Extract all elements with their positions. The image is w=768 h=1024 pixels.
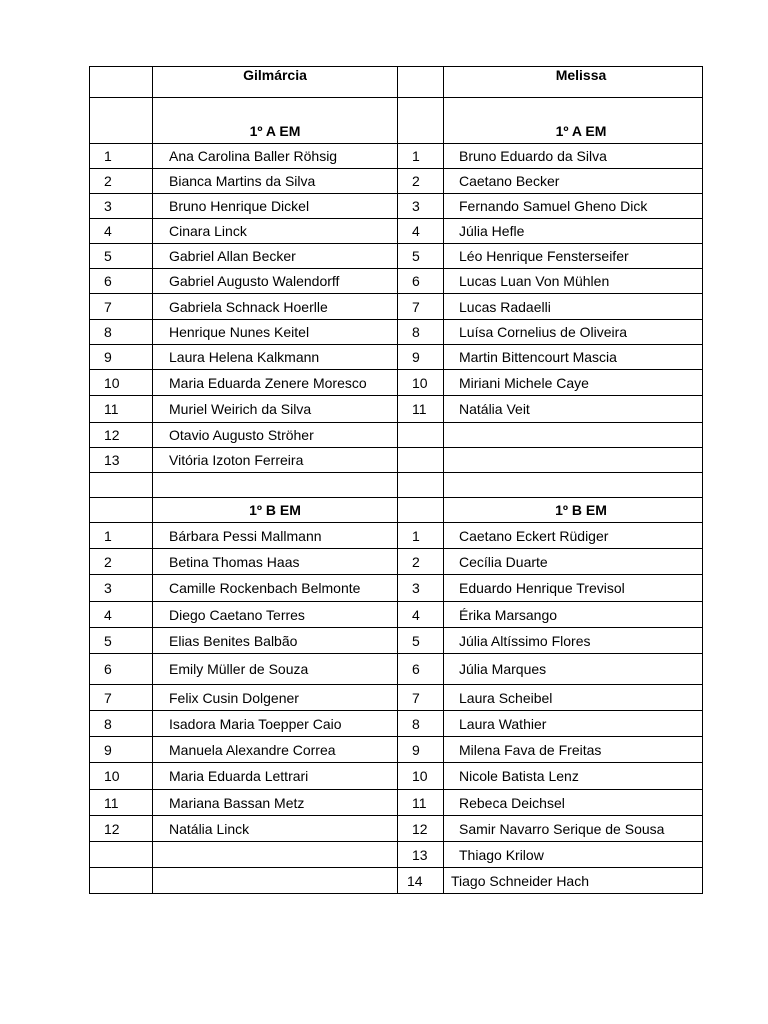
student-name: Rebeca Deichsel — [444, 790, 703, 816]
blank-cell — [90, 842, 153, 868]
table-row — [90, 194, 703, 219]
student-number: 3 — [90, 575, 153, 602]
blank-cell — [398, 67, 444, 98]
student-name: Gabriel Augusto Walendorff — [153, 269, 398, 294]
student-number: 12 — [90, 423, 153, 448]
student-name: Henrique Nunes Keitel — [153, 320, 398, 345]
student-number: 8 — [90, 320, 153, 345]
student-name: Érika Marsango — [444, 602, 703, 628]
table-row — [90, 448, 703, 473]
student-name: Vitória Izoton Ferreira — [153, 448, 398, 473]
class-a-header-row — [90, 98, 703, 144]
blank-cell — [398, 448, 444, 473]
table-row — [90, 763, 703, 790]
table-row — [90, 396, 703, 423]
table-row — [90, 345, 703, 370]
student-number: 9 — [90, 737, 153, 763]
teacher-header-row — [90, 67, 703, 98]
table-row — [90, 370, 703, 396]
student-name: Júlia Hefle — [444, 219, 703, 244]
student-number: 13 — [90, 448, 153, 473]
blank-cell — [398, 498, 444, 523]
blank-cell — [90, 868, 153, 894]
student-name: Muriel Weirich da Silva — [153, 396, 398, 423]
table-row — [90, 628, 703, 654]
blank-cell — [153, 842, 398, 868]
student-number: 2 — [398, 169, 444, 194]
student-number: 6 — [398, 654, 444, 685]
teacher-right-name: Melissa — [444, 67, 703, 98]
blank-cell — [398, 423, 444, 448]
student-name: Tiago Schneider Hach — [444, 868, 703, 894]
student-name: Felix Cusin Dolgener — [153, 685, 398, 711]
table-row — [90, 294, 703, 320]
blank-cell — [444, 473, 703, 498]
table-row — [90, 790, 703, 816]
student-number: 7 — [90, 685, 153, 711]
student-name: Lucas Luan Von Mühlen — [444, 269, 703, 294]
table-row — [90, 144, 703, 169]
student-number: 6 — [90, 269, 153, 294]
blank-cell — [90, 98, 153, 144]
student-number: 1 — [398, 144, 444, 169]
table-row — [90, 737, 703, 763]
student-number: 11 — [398, 396, 444, 423]
student-name: Betina Thomas Haas — [153, 549, 398, 575]
student-number: 4 — [398, 219, 444, 244]
student-name: Bruno Henrique Dickel — [153, 194, 398, 219]
student-number: 14 — [398, 868, 444, 894]
blank-cell — [444, 448, 703, 473]
table-row — [90, 549, 703, 575]
student-number: 11 — [398, 790, 444, 816]
student-name: Bárbara Pessi Mallmann — [153, 523, 398, 549]
student-number: 10 — [90, 370, 153, 396]
student-name: Natália Veit — [444, 396, 703, 423]
class-b-right-label: 1º B EM — [444, 498, 703, 523]
table-row — [90, 169, 703, 194]
student-name: Camille Rockenbach Belmonte — [153, 575, 398, 602]
class-b-header-row — [90, 498, 703, 523]
student-number: 2 — [90, 169, 153, 194]
student-number: 1 — [398, 523, 444, 549]
student-name: Maria Eduarda Lettrari — [153, 763, 398, 790]
student-name: Mariana Bassan Metz — [153, 790, 398, 816]
blank-cell — [90, 473, 153, 498]
student-name: Fernando Samuel Gheno Dick — [444, 194, 703, 219]
student-number: 5 — [398, 244, 444, 269]
student-name: Samir Navarro Serique de Sousa — [444, 816, 703, 842]
student-number: 2 — [398, 549, 444, 575]
student-name: Léo Henrique Fensterseifer — [444, 244, 703, 269]
class-roster-table — [89, 66, 703, 894]
spacer-row — [90, 473, 703, 498]
student-name: Diego Caetano Terres — [153, 602, 398, 628]
student-name: Eduardo Henrique Trevisol — [444, 575, 703, 602]
student-number: 6 — [398, 269, 444, 294]
student-number: 6 — [90, 654, 153, 685]
student-name: Bianca Martins da Silva — [153, 169, 398, 194]
student-name: Maria Eduarda Zenere Moresco — [153, 370, 398, 396]
blank-cell — [153, 868, 398, 894]
student-number: 5 — [90, 628, 153, 654]
student-number: 11 — [90, 396, 153, 423]
student-number: 4 — [398, 602, 444, 628]
student-number: 12 — [398, 816, 444, 842]
student-number: 1 — [90, 144, 153, 169]
student-name: Thiago Krilow — [444, 842, 703, 868]
student-name: Natália Linck — [153, 816, 398, 842]
table-row — [90, 423, 703, 448]
student-number: 1 — [90, 523, 153, 549]
student-number: 3 — [398, 194, 444, 219]
student-name: Laura Scheibel — [444, 685, 703, 711]
student-name: Milena Fava de Freitas — [444, 737, 703, 763]
class-a-left-label: 1º A EM — [153, 98, 398, 144]
student-name: Cinara Linck — [153, 219, 398, 244]
student-number: 4 — [90, 219, 153, 244]
blank-cell — [398, 473, 444, 498]
table-row — [90, 602, 703, 628]
student-number: 3 — [398, 575, 444, 602]
student-number: 10 — [90, 763, 153, 790]
table-row — [90, 868, 703, 894]
student-name: Elias Benites Balbão — [153, 628, 398, 654]
table-row — [90, 523, 703, 549]
table-row — [90, 842, 703, 868]
blank-cell — [398, 98, 444, 144]
table-row — [90, 711, 703, 737]
blank-cell — [90, 67, 153, 98]
student-number: 2 — [90, 549, 153, 575]
student-name: Ana Carolina Baller Röhsig — [153, 144, 398, 169]
student-number: 8 — [398, 320, 444, 345]
student-name: Gabriel Allan Becker — [153, 244, 398, 269]
class-b-left-label: 1º B EM — [153, 498, 398, 523]
student-number: 8 — [398, 711, 444, 737]
student-name: Júlia Altíssimo Flores — [444, 628, 703, 654]
student-number: 8 — [90, 711, 153, 737]
student-name: Miriani Michele Caye — [444, 370, 703, 396]
student-name: Manuela Alexandre Correa — [153, 737, 398, 763]
student-name: Gabriela Schnack Hoerlle — [153, 294, 398, 320]
blank-cell — [444, 423, 703, 448]
student-number: 10 — [398, 763, 444, 790]
student-name: Otavio Augusto Ströher — [153, 423, 398, 448]
student-name: Luísa Cornelius de Oliveira — [444, 320, 703, 345]
student-number: 10 — [398, 370, 444, 396]
student-name: Caetano Eckert Rüdiger — [444, 523, 703, 549]
table-row — [90, 320, 703, 345]
student-name: Isadora Maria Toepper Caio — [153, 711, 398, 737]
table-row — [90, 219, 703, 244]
student-number: 9 — [90, 345, 153, 370]
table-row — [90, 575, 703, 602]
student-number: 5 — [90, 244, 153, 269]
student-name: Nicole Batista Lenz — [444, 763, 703, 790]
student-number: 4 — [90, 602, 153, 628]
student-name: Júlia Marques — [444, 654, 703, 685]
student-name: Bruno Eduardo da Silva — [444, 144, 703, 169]
student-number: 13 — [398, 842, 444, 868]
student-name: Cecília Duarte — [444, 549, 703, 575]
table-row — [90, 654, 703, 685]
student-number: 9 — [398, 345, 444, 370]
table-row — [90, 816, 703, 842]
student-name: Emily Müller de Souza — [153, 654, 398, 685]
blank-cell — [153, 473, 398, 498]
student-number: 7 — [90, 294, 153, 320]
student-number: 12 — [90, 816, 153, 842]
table-row — [90, 244, 703, 269]
blank-cell — [90, 498, 153, 523]
student-number: 7 — [398, 294, 444, 320]
table-row — [90, 685, 703, 711]
student-name: Laura Helena Kalkmann — [153, 345, 398, 370]
roster-body — [90, 67, 703, 894]
student-number: 7 — [398, 685, 444, 711]
student-number: 11 — [90, 790, 153, 816]
class-a-right-label: 1º A EM — [444, 98, 703, 144]
student-number: 9 — [398, 737, 444, 763]
teacher-left-name: Gilmárcia — [153, 67, 398, 98]
student-name: Martin Bittencourt Mascia — [444, 345, 703, 370]
student-name: Laura Wathier — [444, 711, 703, 737]
table-row — [90, 269, 703, 294]
student-number: 3 — [90, 194, 153, 219]
student-name: Lucas Radaelli — [444, 294, 703, 320]
student-name: Caetano Becker — [444, 169, 703, 194]
student-number: 5 — [398, 628, 444, 654]
